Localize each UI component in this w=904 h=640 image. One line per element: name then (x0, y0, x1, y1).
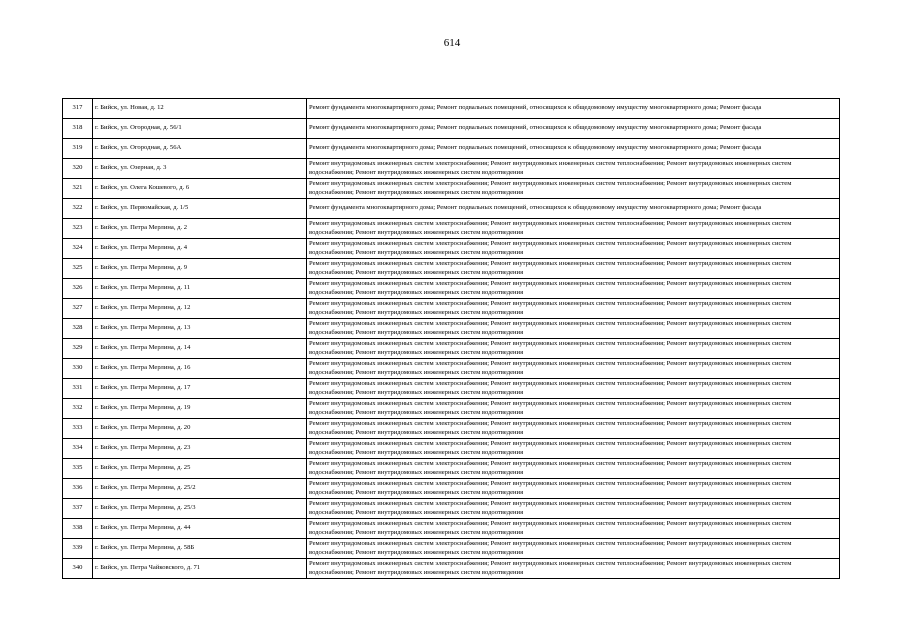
row-number: 326 (63, 279, 93, 299)
row-number: 323 (63, 219, 93, 239)
row-works: Ремонт внутридомовых инженерных систем электроснабжения; Ремонт внутридомовых инженерных систем теплоснабжения; Ремонт внутридомовых инженерных систем водоснабжения; Ремонт внутридомовых инженерных систем водоотведения (307, 219, 840, 239)
row-number: 337 (63, 499, 93, 519)
row-number: 339 (63, 539, 93, 559)
row-address: г. Бийск, ул. Петра Мерлина, д. 23 (93, 439, 307, 459)
row-works: Ремонт внутридомовых инженерных систем электроснабжения; Ремонт внутридомовых инженерных систем теплоснабжения; Ремонт внутридомовых инженерных систем водоснабжения; Ремонт внутридомовых инженерных систем водоотведения (307, 299, 840, 319)
table-row (63, 259, 840, 279)
row-works: Ремонт внутридомовых инженерных систем электроснабжения; Ремонт внутридомовых инженерных систем теплоснабжения; Ремонт внутридомовых инженерных систем водоснабжения; Ремонт внутридомовых инженерных систем водоотведения (307, 519, 840, 539)
row-address: г. Бийск, ул. Петра Мерлина, д. 44 (93, 519, 307, 539)
row-works: Ремонт внутридомовых инженерных систем электроснабжения; Ремонт внутридомовых инженерных систем теплоснабжения; Ремонт внутридомовых инженерных систем водоснабжения; Ремонт внутридомовых инженерных систем водоотведения (307, 419, 840, 439)
row-number: 327 (63, 299, 93, 319)
table-row (63, 559, 840, 579)
table-row (63, 499, 840, 519)
row-address: г. Бийск, ул. Огородная, д. 56/1 (93, 119, 307, 139)
row-address: г. Бийск, ул. Петра Мерлина, д. 9 (93, 259, 307, 279)
row-number: 340 (63, 559, 93, 579)
row-number: 329 (63, 339, 93, 359)
row-works: Ремонт внутридомовых инженерных систем электроснабжения; Ремонт внутридомовых инженерных систем теплоснабжения; Ремонт внутридомовых инженерных систем водоснабжения; Ремонт внутридомовых инженерных систем водоотведения (307, 239, 840, 259)
row-works: Ремонт внутридомовых инженерных систем электроснабжения; Ремонт внутридомовых инженерных систем теплоснабжения; Ремонт внутридомовых инженерных систем водоснабжения; Ремонт внутридомовых инженерных систем водоотведения (307, 379, 840, 399)
row-address: г. Бийск, ул. Олега Кошевого, д. 6 (93, 179, 307, 199)
row-works: Ремонт внутридомовых инженерных систем электроснабжения; Ремонт внутридомовых инженерных систем теплоснабжения; Ремонт внутридомовых инженерных систем водоснабжения; Ремонт внутридомовых инженерных систем водоотведения (307, 559, 840, 579)
table-row (63, 179, 840, 199)
row-works: Ремонт внутридомовых инженерных систем электроснабжения; Ремонт внутридомовых инженерных систем теплоснабжения; Ремонт внутридомовых инженерных систем водоснабжения; Ремонт внутридомовых инженерных систем водоотведения (307, 479, 840, 499)
table-row (63, 119, 840, 139)
row-address: г. Бийск, ул. Петра Мерлина, д. 25 (93, 459, 307, 479)
row-works: Ремонт внутридомовых инженерных систем электроснабжения; Ремонт внутридомовых инженерных систем теплоснабжения; Ремонт внутридомовых инженерных систем водоснабжения; Ремонт внутридомовых инженерных систем водоотведения (307, 359, 840, 379)
row-address: г. Бийск, ул. Петра Мерлина, д. 14 (93, 339, 307, 359)
row-address: г. Бийск, ул. Петра Мерлина, д. 12 (93, 299, 307, 319)
table-row (63, 459, 840, 479)
table-row (63, 199, 840, 219)
row-address: г. Бийск, ул. Новая, д. 12 (93, 99, 307, 119)
table-row (63, 299, 840, 319)
table-row (63, 139, 840, 159)
row-works: Ремонт внутридомовых инженерных систем электроснабжения; Ремонт внутридомовых инженерных систем теплоснабжения; Ремонт внутридомовых инженерных систем водоснабжения; Ремонт внутридомовых инженерных систем водоотведения (307, 399, 840, 419)
table-row (63, 219, 840, 239)
repair-table-body (63, 99, 840, 579)
row-works: Ремонт внутридомовых инженерных систем электроснабжения; Ремонт внутридомовых инженерных систем теплоснабжения; Ремонт внутридомовых инженерных систем водоснабжения; Ремонт внутридомовых инженерных систем водоотведения (307, 339, 840, 359)
row-address: г. Бийск, ул. Первомайская, д. 1/5 (93, 199, 307, 219)
row-address: г. Бийск, ул. Петра Мерлина, д. 16 (93, 359, 307, 379)
row-works: Ремонт внутридомовых инженерных систем электроснабжения; Ремонт внутридомовых инженерных систем теплоснабжения; Ремонт внутридомовых инженерных систем водоснабжения; Ремонт внутридомовых инженерных систем водоотведения (307, 159, 840, 179)
table-row (63, 319, 840, 339)
row-works: Ремонт внутридомовых инженерных систем электроснабжения; Ремонт внутридомовых инженерных систем теплоснабжения; Ремонт внутридомовых инженерных систем водоснабжения; Ремонт внутридомовых инженерных систем водоотведения (307, 439, 840, 459)
row-number: 334 (63, 439, 93, 459)
row-address: г. Бийск, ул. Петра Мерлина, д. 4 (93, 239, 307, 259)
row-address: г. Бийск, ул. Петра Мерлина, д. 13 (93, 319, 307, 339)
row-address: г. Бийск, ул. Огородная, д. 56А (93, 139, 307, 159)
table-row (63, 339, 840, 359)
row-works: Ремонт внутридомовых инженерных систем электроснабжения; Ремонт внутридомовых инженерных систем теплоснабжения; Ремонт внутридомовых инженерных систем водоснабжения; Ремонт внутридомовых инженерных систем водоотведения (307, 319, 840, 339)
row-number: 321 (63, 179, 93, 199)
row-works: Ремонт внутридомовых инженерных систем электроснабжения; Ремонт внутридомовых инженерных систем теплоснабжения; Ремонт внутридомовых инженерных систем водоснабжения; Ремонт внутридомовых инженерных систем водоотведения (307, 499, 840, 519)
table-row (63, 239, 840, 259)
table-row (63, 539, 840, 559)
row-number: 318 (63, 119, 93, 139)
table-row (63, 99, 840, 119)
row-works: Ремонт фундамента многоквартирного дома; Ремонт подвальных помещений, относящихся к общедомовому имуществу многоквартирного дома; Ремонт фасада (307, 119, 840, 139)
row-works: Ремонт фундамента многоквартирного дома; Ремонт подвальных помещений, относящихся к общедомовому имуществу многоквартирного дома; Ремонт фасада (307, 199, 840, 219)
row-number: 320 (63, 159, 93, 179)
row-address: г. Бийск, ул. Петра Мерлина, д. 20 (93, 419, 307, 439)
row-number: 333 (63, 419, 93, 439)
table-row (63, 279, 840, 299)
row-address: г. Бийск, ул. Петра Мерлина, д. 25/3 (93, 499, 307, 519)
repair-table (62, 98, 840, 579)
row-number: 317 (63, 99, 93, 119)
table-row (63, 359, 840, 379)
row-address: г. Бийск, ул. Петра Чайковского, д. 71 (93, 559, 307, 579)
row-number: 328 (63, 319, 93, 339)
row-works: Ремонт внутридомовых инженерных систем электроснабжения; Ремонт внутридомовых инженерных систем теплоснабжения; Ремонт внутридомовых инженерных систем водоснабжения; Ремонт внутридомовых инженерных систем водоотведения (307, 259, 840, 279)
row-number: 331 (63, 379, 93, 399)
row-address: г. Бийск, ул. Озерная, д. 3 (93, 159, 307, 179)
row-address: г. Бийск, ул. Петра Мерлина, д. 58Б (93, 539, 307, 559)
row-number: 336 (63, 479, 93, 499)
row-number: 332 (63, 399, 93, 419)
table-row (63, 399, 840, 419)
row-works: Ремонт внутридомовых инженерных систем электроснабжения; Ремонт внутридомовых инженерных систем теплоснабжения; Ремонт внутридомовых инженерных систем водоснабжения; Ремонт внутридомовых инженерных систем водоотведения (307, 459, 840, 479)
row-address: г. Бийск, ул. Петра Мерлина, д. 17 (93, 379, 307, 399)
page-number: 614 (443, 37, 461, 49)
table-row (63, 519, 840, 539)
table-row (63, 439, 840, 459)
row-address: г. Бийск, ул. Петра Мерлина, д. 11 (93, 279, 307, 299)
row-address: г. Бийск, ул. Петра Мерлина, д. 19 (93, 399, 307, 419)
row-address: г. Бийск, ул. Петра Мерлина, д. 25/2 (93, 479, 307, 499)
row-works: Ремонт фундамента многоквартирного дома; Ремонт подвальных помещений, относящихся к общедомовому имуществу многоквартирного дома; Ремонт фасада (307, 139, 840, 159)
table-row (63, 159, 840, 179)
row-number: 322 (63, 199, 93, 219)
row-number: 338 (63, 519, 93, 539)
table-row (63, 379, 840, 399)
row-number: 330 (63, 359, 93, 379)
row-number: 324 (63, 239, 93, 259)
row-number: 335 (63, 459, 93, 479)
row-works: Ремонт внутридомовых инженерных систем электроснабжения; Ремонт внутридомовых инженерных систем теплоснабжения; Ремонт внутридомовых инженерных систем водоснабжения; Ремонт внутридомовых инженерных систем водоотведения (307, 539, 840, 559)
row-number: 319 (63, 139, 93, 159)
row-works: Ремонт внутридомовых инженерных систем электроснабжения; Ремонт внутридомовых инженерных систем теплоснабжения; Ремонт внутридомовых инженерных систем водоснабжения; Ремонт внутридомовых инженерных систем водоотведения (307, 179, 840, 199)
table-row (63, 479, 840, 499)
table-row (63, 419, 840, 439)
row-number: 325 (63, 259, 93, 279)
row-address: г. Бийск, ул. Петра Мерлина, д. 2 (93, 219, 307, 239)
row-works: Ремонт внутридомовых инженерных систем электроснабжения; Ремонт внутридомовых инженерных систем теплоснабжения; Ремонт внутридомовых инженерных систем водоснабжения; Ремонт внутридомовых инженерных систем водоотведения (307, 279, 840, 299)
row-works: Ремонт фундамента многоквартирного дома; Ремонт подвальных помещений, относящихся к общедомовому имуществу многоквартирного дома; Ремонт фасада (307, 99, 840, 119)
